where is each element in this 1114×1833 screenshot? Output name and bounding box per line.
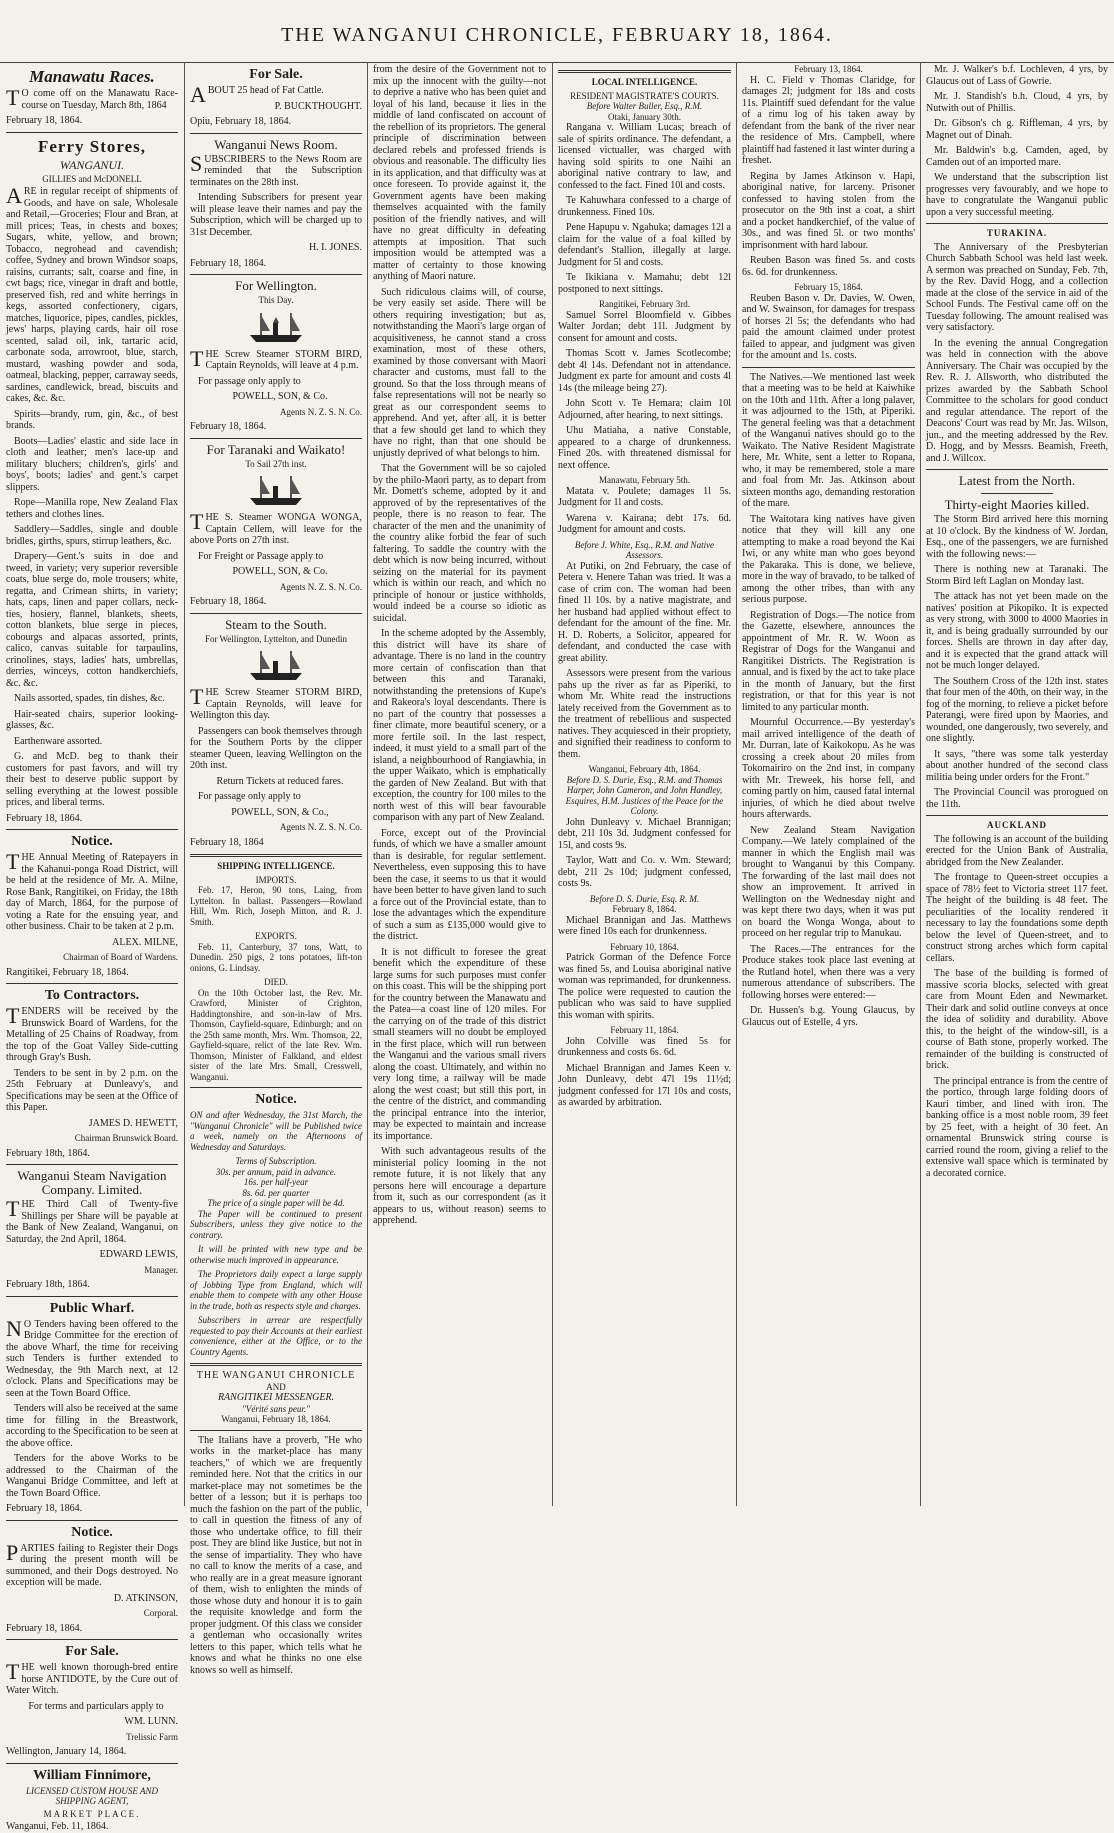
column-rule [552, 62, 553, 1506]
ad-body: TENDERS will be received by the Brunswick Board of Wardens, for the Metalling of 25 Chains of Roadway, from the top of the Goat Valley Side-cutting through Gray's Bush. [6, 1003, 178, 1063]
ad-body: For terms and particulars apply to [28, 1700, 164, 1712]
news-item: Registration of Dogs.—The notice from the Gazette, elsewhere, announces the appointment of Mr. R. W. Woon as Registrar of Dogs for the Wanganui and Rangitikei Districts. The Registration is annual, and is fixed by the act to take place in the month of January, but the first registration, or that for this year is not limited to any particular month. [742, 609, 915, 713]
editorial: It is not difficult to foresee the great benefit which the expenditure of these large sums for such purposes must confer on this coast. This will be the shipping port for the country between the Manawatu and the Patea—a coast line of 120 miles. For the carrying on of the trade of this district small steamers will no doubt be employed in the first place, which will run between the Wanganui and the various small rivers along the coast. Ultimately, and within no very long time, a railway will be made along the west coast; but still this port, in the centre of the district, and commanding the principal entrance into the interior, may be expected to maintain and increase its importance. [373, 946, 546, 1142]
ad-date: February 18, 1864. [190, 257, 267, 269]
column-rule [920, 62, 921, 1506]
court-case: Patrick Gorman of the Defence Force was fined 5s, and Louisa aboriginal native woman was reprimanded, for drunkenness. The police were requested to caution the publican who was said to have supplied this woman with spirits. [558, 952, 731, 1021]
ad-heading: For Sale. [249, 67, 303, 82]
ad-agents: Agents N. Z. S. N. Co. [279, 822, 362, 832]
column-rule [184, 62, 185, 1506]
race-entry: Mr. J. Walker's b.f. Lochleven, 4 yrs, by Glaucus out of Lass of Gowrie. [926, 64, 1108, 87]
ad-date: February 18, 1864. [6, 1622, 83, 1634]
court-date: Manawatu, February 5th. [599, 475, 690, 485]
ad-signature: ALEX. MILNE, [112, 936, 178, 948]
ad-body: Nails assorted, spades, tin dishes, &c. [14, 693, 165, 704]
divider [190, 1430, 362, 1431]
ad-body: THE S. Steamer WONGA WONGA, Captain Cellem, will leave for the above Ports on 27th inst. [190, 509, 362, 546]
court-case: Matata v. Poulete; damages 1l 5s. Judgment for 1l and costs. [558, 485, 731, 508]
court-before: Before D. S. Durie, Esq., R.M. and Thomas Harper, John Cameron, and John Handley, Esquires, H.M. Justices of the Peace for the Colony. [565, 774, 724, 816]
divider [6, 1763, 178, 1764]
ad-date: February 18, 1864. [190, 596, 267, 607]
ad-role: Corporal. [143, 1608, 178, 1618]
editorial: In the scheme adopted by the Assembly, this district will have its share of advantage. There is no land in the country more certain of confiscation than that between this and Taranaki, notwithstanding the pretensions of Kupe's and Rakeora's loyal descendants. There is no part of the country that possesses a finer climate, more beautiful scenery, or a more fertile soil. In the last respect, indeed, it must yield to a small part of the island, a neighbourhood of Rangiawhia, in the upper Waikato, which is emphatically the garden of New Zealand. But with that exception, the country for 100 miles to the north west of this will bear favourable comparison with any part of New Zealand. [373, 628, 546, 823]
ad-date: Rangitikei, February 18, 1864. [6, 966, 129, 978]
ad-date: Wanganui, Feb. 11, 1864. [6, 1821, 109, 1832]
divider [926, 469, 1108, 470]
ad-date: Opiu, February 18, 1864. [190, 116, 292, 127]
section-subheading: DIED. [264, 977, 288, 987]
divider [742, 367, 915, 368]
column-1 [6, 64, 178, 1832]
section-heading: SHIPPING INTELLIGENCE. [217, 861, 335, 871]
court-case: At Putiki, on 2nd February, the case of Petera v. Henere Tahan was tried. It was a case of crim con. The woman had been fined 1l 10s. by a native magistrate, and her husband had applied without effect to defendant for the amount of the fine. Mr. H. D. Roberts, a Solicitor, appeared for defendant, and conducted the case with great ability. [558, 560, 731, 664]
column-3 [373, 64, 546, 1506]
ad-agents: Agents N. Z. S. N. Co. [279, 406, 362, 417]
ad-subheading: WANGANUI. [59, 157, 125, 172]
ad-body: G. and McD. beg to thank their customers for past favors, and will try their best to deserve public support by selling everything at the lowest possible prices, and liberal terms. [6, 751, 178, 808]
court-case: Michael Brannigan and Jas. Matthews were fined 10s each for drunkenness. [558, 914, 731, 937]
news-item: We understand that the subscription list progresses very favourably, and we hope to have to congratulate the Wanganui public upon a very successful meeting. [926, 172, 1108, 218]
column-5 [742, 64, 915, 1506]
court-case: Te Kahuwhara confessed to a charge of drunkenness. Fined 10s. [558, 195, 731, 218]
news-item: The frontage to Queen-street occupies a space of 78½ feet to Victoria street 117 feet. The height of the building is 48 feet. The peculiarities of the locality rendered it necessary to lay the foundations some depth below the level of Queen-street, and to construct strong arches which form capital cellars. [926, 872, 1108, 964]
divider [981, 493, 1054, 494]
editorial: Force, except out of the Provincial funds, of which we have a smaller amount than is desirable, for regular settlement. Nevertheless, even supposing this to have been the case, it seems to us that it would have been better to have given land to such a force out of the Provincial estate, than to lose the advantages which the expenditure of such a sum as £135,000 would give to the district. [373, 827, 546, 942]
news-item: The Races.—The entrances for the Produce stakes took place last evening at the Rutland hotel, when there was a very numerous attendance of subscribers. The following horses were entered:— [742, 943, 915, 1001]
section-subheading: Thirty-eight Maories killed. [944, 497, 1090, 512]
paper-and: AND [266, 1381, 286, 1392]
race-entry: Mr. J. Standish's b.h. Cloud, 4 yrs, by Nutwith out of Phillis. [926, 91, 1108, 114]
court-case: Rangana v. William Lucas; breach of sale of spirits ordinance. The defendant, a licensed victualler, was charged with having sold spirits to one Naihi an aboriginal native contrary to law, and confessed to the fact. Fined 10l and costs. [558, 122, 731, 191]
court-case: Warena v. Kairana; debt 17s. 6d. Judgment for amount and costs. [558, 512, 731, 535]
shipping-entry: Feb. 11, Canterbury, 37 tons, Watt, to Dunedin. 250 pigs, 2 tons potatoes, lift-ton onions, G. Lindsay. [190, 941, 362, 973]
ad-body: THE Annual Meeting of Ratepayers in the Kahanui-ponga Road District, will be held at the residence of Mr. A. Milne, Rose Bank, Rangitikei, on Friday, the 18th day of March, 1864, for the purpose of voting a Rate for the ensuing year, and other business. Chair to be taken at 2 p.m. [6, 849, 178, 932]
court-case: Pene Hapupu v. Ngahuka; damages 12l a claim for the value of a foal killed by defendant's Stallion, illegally at large. Judgment for 5l and costs. [558, 222, 731, 268]
ad-body: Passengers can book themselves through for the Southern Ports by the clipper steamer Queen, leaving Wellington on the 20th inst. [190, 725, 362, 771]
ad-heading: For Sale. [65, 1644, 119, 1659]
ad-subheading: This Day. [258, 295, 294, 305]
divider [6, 1520, 178, 1521]
ad-signature: D. ATKINSON, [113, 1592, 178, 1604]
notice-term: 16s. per half-year [243, 1177, 309, 1187]
race-entry: Mr. Baldwin's b.g. Camden, aged, by Camden out of an imported mare. [926, 145, 1108, 168]
ad-agent: POWELL, SON, & Co. [232, 566, 328, 577]
ad-body: Rope—Manilla rope, New Zealand Flax tethers and clothes lines. [6, 497, 178, 520]
divider [190, 1363, 362, 1366]
ad-heading: For Wellington. [235, 278, 317, 293]
ad-body: Hair-seated chairs, superior looking-glasses, &c. [6, 708, 178, 731]
court-case: Taylor, Watt and Co. v. Wm. Steward; debt, 21l 2s 10d; judgment confessed, costs 9s. [558, 855, 731, 889]
ad-body: ARE in regular receipt of shipments of Goods, and have on sale, Wholesale and Retail,—Groceries; Flour and Bran, at mill prices; Teas, in chests and boxes; Sugars, white, yellow, and brown; Tobacco, negrohead and cavendish; coffee, Sydney and brown Windsor soaps, raisins, currants; salt, coarse and fine, in cwt bags; rice, vinegar in draft and bottle, preserved fish, red and white herrings in kegs, assorted confectionery, cigars, matches, liquorice, pipes, candles, pickles, jews' harps, playing cards, hair oil rose scented, salad oil, ink, tartaric acid, carbonate soda, arrowroot, blue, starch, mustard, washing powder and soda, oatmeal, blacking, pepper, carraway seeds, sardines, candlewick, bread, biscuits and cakes, &c. &c. [6, 183, 178, 404]
court-date: February 11, 1864. [610, 1025, 679, 1035]
ad-heading: For Taranaki and Waikato! [206, 441, 346, 457]
ad-heading: To Contractors. [44, 988, 140, 1003]
masthead [0, 0, 1114, 63]
divider [926, 815, 1108, 816]
news-item: Dr. Hussen's b.g. Young Glaucus, by Glaucus out of Estelle, 4 yrs. [742, 1005, 915, 1028]
column-2 [190, 64, 362, 1676]
ad-place: Trelissic Farm [126, 1731, 178, 1742]
ad-signature: EDWARD LEWIS, [99, 1249, 178, 1260]
news-item: The following is an account of the building erected for the Union Bank of Australia, abridged from the New Zealander. [926, 833, 1108, 868]
court-before: Before Walter Buller, Esq., R.M. [586, 101, 703, 111]
notice-subheading: Terms of Subscription. [235, 1156, 317, 1166]
shipping-entry: Feb. 17, Heron, 90 tons, Laing, from Lyttelton. In ballast. Passengers—Rowland Hill, Wm. Rich, Joseph Mitton, and R. J. Smith. [190, 885, 362, 927]
ad-agent: POWELL, SON, & Co. [232, 391, 328, 402]
divider [6, 829, 178, 830]
ad-date: Wellington, January 14, 1864. [6, 1746, 127, 1757]
race-entry: Dr. Gibson's ch g. Riffleman, 4 yrs, by Magnet out of Dinah. [926, 118, 1108, 141]
editorial: That the Government will be so cajoled by the philo-Maori party, as to depart from Mr. Domett's scheme, adopted by it and approved of by the representatives of the people, there is no reason to fear. The character of the men and the unanimity of the country alike forbid the fear of such faltering. To saddle the country with the debt which is now being incurred, without seizing on the material for its payment which is within our reach, and which no principle of honour or justice withholds, would indeed be a course so idiotic as suicidal. [373, 463, 546, 624]
column-rule [736, 62, 737, 1506]
court-case: H. C. Field v Thomas Claridge, for damages 2l; judgment for 18s and costs 11s. Plaintiff sued defendant for the value of a rimu log of his taken away by defendant from the bank of the river near the residence of Mrs. Campbell, where plaintiff had fastened it last winter during a freshet. [742, 74, 915, 166]
paper-motto: "Vérité sans peur." [242, 1403, 310, 1414]
news-item: New Zealand Steam Navigation Company.—We lately complained of the manner in which the English mail was brought to Wanganui by this Company. The forwarding of the last mail does not show an improvement. It arrived in Wellington on the Wednesday night and was kept there two days, when it was put on board the Wonga Wonga, about to proceed on her regular trip to Manukau. [742, 824, 915, 939]
steamship-icon [246, 647, 306, 683]
ad-signature: P. BUCKTHOUGHT. [274, 100, 362, 112]
divider [6, 1639, 178, 1640]
ad-agents: Agents N. Z. S. N. Co. [279, 581, 362, 592]
notice-body: The Paper will be continued to present Subscribers, unless they give notice to the contrary. [190, 1208, 362, 1240]
ad-subheading: To Sail 27th inst. [245, 458, 307, 469]
court-date: February 10, 1864. [610, 941, 679, 952]
court-before: Before D. S. Durie, Esq. R. M. [589, 893, 700, 904]
ad-body: Boots—Ladies' elastic and side lace in cloth and leather; men's lace-up and military bluchers; children's, girls' and boys', boots; ladies' and gent.'s carpet slippers. [6, 435, 178, 493]
divider [558, 70, 731, 73]
section-heading: AUCKLAND [986, 820, 1047, 830]
divider [190, 1087, 362, 1088]
divider [6, 1296, 178, 1297]
court-before: Before J. White, Esq., R.M. and Native Assessors. [574, 539, 715, 560]
column-rule [367, 62, 368, 1506]
court-case: Regina by James Atkinson v. Hapi, aboriginal native, for larceny. Prisoner confessed to having stolen from the prosecutor on the 9th inst a coat, a shirt and a pocket handkerchief, of the value of 30s., and was fined 5l. or two months' imprisonment with hard labour. [742, 170, 915, 251]
news-item: Mournful Occurrence.—By yesterday's mail arrived intelligence of the death of Mr. Durran, late of Kaikokopu. As he was crossing a creek about 20 miles from Tokomairiro on the 2nd inst, in company with Mr. Treweek, his horse fell, and coming partly on him, caused fatal internal injuries, of which he died about twelve hours afterwards. [742, 717, 915, 820]
ad-date: February 18, 1864. [6, 812, 83, 824]
ad-subheading: For Wellington, Lyttelton, and Dunedin [204, 633, 348, 644]
notice-body: It will be printed with new type and be otherwise much improved in appearance. [190, 1244, 362, 1265]
news-item: The Waitotara king natives have given notice that they will kill any one attempting to make a road beyond the Kai Iwi, or any white man who goes beyond the Pakaraka. This is done, we believe, more in the way of bravado, to be talked of among the other tribes, than with any serious purpose. [742, 513, 915, 605]
paper-subtitle: RANGITIKEI MESSENGER. [217, 1392, 335, 1403]
ad-body: Tenders to be sent in by 2 p.m. on the 25th February at Dunleavy's, and Specifications may be seen at the Office of this Paper. [6, 1067, 178, 1113]
divider [6, 132, 178, 133]
section-subheading: EXPORTS. [255, 931, 297, 941]
news-item: In the evening the annual Congregation was held in connection with the above Anniversary. The Chair was occupied by the Rev. R. J. Allsworth, who distributed the prizes awarded by the Sabbath School Committee to the scholars for good conduct and regular attendance. The report of the Deacons' Court was read by Mr. Jas. Wilson, jun., and the meeting addressed by the Rev. D. Hogg, and by Messrs. Beamish, Freeth, and J. Willcox. [926, 337, 1108, 464]
court-date: Wanganui, February 4th, 1864. [588, 764, 701, 774]
divider [926, 223, 1108, 224]
ad-subheading: LICENSED CUSTOM HOUSE AND SHIPPING AGENT, [26, 1785, 158, 1806]
steamship-icon [246, 472, 306, 508]
ad-signature: WM. LUNN. [124, 1716, 178, 1727]
news-item: The Provincial Council was prorogued on the 11th. [926, 787, 1108, 810]
ad-date: February 18th, 1864. [6, 1147, 90, 1159]
ad-role: Chairman of Board of Wardens. [63, 952, 178, 962]
divider [190, 274, 362, 275]
ad-body: Return Tickets at reduced fares. [216, 775, 344, 787]
obituary: On the 10th October last, the Rev. Mr. Crawford, Minister of Crighton, Haddingtonshire, and son-in-law of Mrs. Thomson, Cayfield-square, Edinburgh; and on the 25th same month, Mrs. Wm. Thomson, 22, Gayfield-square, relict of the late Rev. Wm. Thomson, Minister of Falkland, and eldest sister of the late Mrs. Small, Cresswell, Wanganui. [190, 987, 362, 1082]
ad-heading: Wanganui News Room. [214, 136, 338, 152]
news-item: The Storm Bird arrived here this morning at 10 o'clock. By the kindness of W. Jordan, Esq., one of the passengers, we are furnished with the following news:— [926, 514, 1108, 560]
section-subheading: RESIDENT MAGISTRATE'S COURTS. [570, 90, 719, 101]
court-case: Samuel Sorrel Bloomfield v. Gibbes Walter Jordan; debt 11l. Judgment by consent for amount and costs. [558, 309, 731, 344]
masthead-title: THE WANGANUI CHRONICLE, FEBRUARY 18, 1864. [281, 24, 833, 46]
section-heading: Latest from the North. [958, 473, 1076, 488]
court-case: John Colville was fined 5s for drunkenness and costs 6s. 6d. [558, 1035, 731, 1058]
notice-term: The price of a single paper will be 4d. [207, 1198, 345, 1208]
ad-heading: Ferry Stores, [37, 136, 147, 156]
news-item: The Southern Cross of the 12th inst. states that four men of the 40th, on their way, in the fog of the morning, to relieve a picket before Paterangi, were fired upon by Maories, and wounded, one dangerously, two severely, and one slightly. [926, 675, 1108, 744]
court-case: Reuben Bason was fined 5s. and costs 6s. 6d. for drunkenness. [742, 255, 915, 278]
paper-date: Wanganui, February 18, 1864. [221, 1414, 331, 1424]
ad-signature: JAMES D. HEWETT, [88, 1117, 178, 1129]
ad-role: Chairman Brunswick Board. [74, 1133, 178, 1143]
ad-body: THE Third Call of Twenty-five Shillings per Share will be payable at the Bank of New Zealand, Wanganui, on Saturday, the 2nd April, 1864. [6, 1196, 178, 1245]
divider [190, 438, 362, 439]
section-subheading: IMPORTS. [255, 874, 297, 885]
section-heading: TURAKINA. [986, 228, 1048, 238]
ad-heading: Wanganui Steam Navigation Company. Limited. [17, 1168, 167, 1197]
news-item: It says, "there was some talk yesterday about another hundred of the second class militia being under orders for the Front." [926, 748, 1108, 783]
ad-body: For Freight or Passage apply to [198, 550, 324, 562]
court-date: February 15, 1864. [794, 282, 863, 292]
ad-heading: Public Wharf. [49, 1300, 135, 1316]
divider [190, 133, 362, 134]
ad-body: Intending Subscribers for present year will please leave their names and pay the Subscription, which will be charged up to 31st December. [190, 192, 362, 238]
ad-body: For passage only apply to [198, 791, 301, 802]
court-case: Michael Brannigan and James Keen v. John Dunleavy, debt 47l 19s 11½d; judgment confessed for 17l 10s and costs, as awarded by arbitration. [558, 1062, 731, 1108]
section-heading: LOCAL INTELLIGENCE. [591, 77, 698, 87]
news-item: The Anniversary of the Presbyterian Church Sabbath School was held last week. A sermon was preached on Sunday, Feb. 7th, by the Rev. David Hogg, and a collection made at the close of the service in aid of the School Funds. The Festival came off on the Tuesday following. The amount realised was very satisfactory. [926, 241, 1108, 333]
ad-heading: Notice. [71, 1524, 113, 1540]
ad-signature: H. I. JONES. [308, 242, 362, 253]
court-date: Rangitikei, February 3rd. [599, 299, 690, 309]
court-case: Reuben Bason v. Dr. Davies, W. Owen, and W. Swainson, for damages for trespass of horses 2l 5s; the defendants who had paid the amount claimed under protest failed to appear, and judgment was given for the amount and 1s. costs. [742, 292, 915, 361]
news-item: The attack has not yet been made on the natives' position at Pikopiko. It is expected as very strong, with 3000 to 4000 Maories in it, and is being gradually surrounded by our forces. Shells are thrown in day after day, and it is expected that the grand attack will not be much longer delayed. [926, 591, 1108, 671]
divider [6, 1164, 178, 1165]
ad-body: ABOUT 25 head of Fat Cattle. [190, 82, 324, 107]
news-item: There is nothing new at Taranaki. The Storm Bird left Laglan on Monday last. [926, 564, 1108, 587]
notice-body: The Proprietors daily expect a large supply of Jobbing Type from England, which will enable them to compete with any other House in the trade, both as respects style and charges. [190, 1269, 362, 1311]
ad-date: February 18th, 1864. [6, 1279, 90, 1290]
ad-date: February 18, 1864. [6, 115, 83, 126]
ad-heading: William Finnimore, [33, 1767, 151, 1783]
editorial: The Italians have a proverb, "He who works in the market-place has many teachers," of which we are frequently reminded here. Not that the critics in our market-place may not sometimes be the better of a lesson; but it is perhaps too much the fashion on the part of the public, to call in question the fitness of any of those who undertake office, to fill their post. They are blind like Justice, but not in the sense of impartiality. They who have no call to know the merits of a case, and who really are in a great measure ignorant of them, wish to enlighten the minds of those whose duty and honour it is to gain the requisite knowledge and form the proper judgment. Of this class we consider a gentleman who occasionally writes letters to this paper, which tells what he knows and what he thinks no one else knows so well as himself. [190, 1434, 362, 1676]
court-case: John Scott v. Te Hemara; claim 10l Adjourned, after hearing, to next sittings. [558, 398, 731, 421]
steamship-icon [246, 309, 306, 345]
court-case: Te Ikikiana v. Mamahu; debt 12l postponed to next sittings. [558, 272, 731, 295]
column-6 [926, 64, 1108, 1506]
news-item: The base of the building is formed of massive scoria blocks, selected with great care from Mount Eden and Newmarket. Their dark and solid outline conveys at once the idea of solidity and durability. Above this, to the height of the window-sill, is a course of Bath stone, properly worked. The remainder of the building is constructed of brick. [926, 968, 1108, 1071]
court-case: Uhu Matiaha, a native Constable, appeared to a charge of drunkenness. Fined 20s. with threatened dismissal for next offence. [558, 425, 731, 471]
ad-body: Earthenware assorted. [14, 735, 103, 747]
ad-date: February 18, 1864. [190, 421, 267, 432]
court-date: February 8, 1864. [612, 904, 677, 914]
divider [190, 854, 362, 857]
ad-body: Tenders for the above Works to be addressed to the Chairman of the Wanganui Bridge Committee, and left at the Town Board Office. [6, 1453, 178, 1499]
notice-body: ON and after Wednesday, the 31st March, the "Wanganui Chronicle" will be Published twice a week, namely on the Afternoons of Wednesday and Saturdays. [190, 1110, 362, 1152]
ad-body: TO come off on the Manawatu Race-course on Tuesday, March 8th, 1864 [6, 85, 178, 111]
ad-body: Tenders will also be received at the same time for filling in the Breastwork, according to the Specification to be seen at the above office. [6, 1403, 178, 1449]
ad-role: Manager. [144, 1264, 178, 1275]
ad-body: THE Screw Steamer STORM BIRD, Captain Reynolds, will leave for Wellington this day. [190, 684, 362, 721]
ad-heading: Notice. [71, 834, 113, 849]
ad-heading: Steam to the South. [225, 616, 327, 632]
court-date: Otaki, January 30th. [608, 111, 681, 122]
ad-body: Drapery—Gent.'s suits in doe and tweed, in variety; very superior reversible coats, blue serge do, mole trousers; white, regatta, and Crimean shirts, in variety; hats, caps, linen and paper collars, neck-ties, hosiery, flannel, blankets, sheets, cotton blankets, blue serge in pieces, cobourgs and alpacas assorted, prints, calico, canvas suitable for tarpaulins, crinolines, stays, ladies' hats, umbrellas, derries, winceys, cotton handkerchiefs, &c. &c. [6, 551, 178, 689]
ad-body: THE Screw Steamer STORM BIRD, Captain Reynolds, will leave at 4 p.m. [190, 345, 362, 371]
ad-body: Spirits—brandy, rum, gin, &c., of best brands. [6, 408, 178, 431]
notice-term: 30s. per annum, paid in advance. [216, 1166, 336, 1177]
column-4 [558, 64, 731, 1506]
ad-firm: GILLIES and McDONELL [42, 173, 142, 184]
ad-agent: POWELL, SON, & Co., [231, 806, 329, 818]
ad-body: Saddlery—Saddles, single and double bridles, girths, spurs, stirrup leathers, &c. [6, 524, 178, 547]
editorial: from the desire of the Government not to mix up the innocent with the guilty—not to deprive a native who has been quiet and loyal of his land, because it lies in the middle of land confiscated on account of the rebellion of its proprietors. The general principle of discrimination between declared rebels and professed friends is obvious and reasonable. The difficulty lies in its application, and that difficulty was at once foreseen. To provide against it, the Government agents have been making themselves acquainted with the family position of the friendly natives, and will have no great difficulty in defeating attempts at imposition. That such imposition would be attempted was a matter of certainty to those knowing anything of Maori nature. [373, 64, 546, 282]
court-case: Thomas Scott v. James Scotlecombe; debt 4l 14s. Defendant not in attendance. Judgment ex parte for amount and costs 4l 14s (the mileage being 27). [558, 348, 731, 394]
divider [6, 983, 178, 984]
ad-body: THE well known thorough-bred entire horse ANTIDOTE, by the Cure out of Water Witch. [6, 1659, 178, 1696]
court-case: John Dunleavy v. Michael Brannigan; debt, 21l 10s 3d. Judgment confessed for 15l, and costs 9s. [558, 816, 731, 851]
notice-body: Subscribers in arrear are respectfully requested to pay their Accounts at their earliest convenience, either at the Office, or to the Country Agents. [190, 1315, 362, 1357]
ad-body: PARTIES failing to Register their Dogs during the present month will be summoned, and their Dogs destroyed. No exception will be made. [6, 1539, 178, 1588]
ad-body: For passage only apply to [198, 375, 301, 387]
notice-term: 8s. 6d. per quarter [242, 1187, 310, 1198]
ad-body: NO Tenders having been offered to the Bridge Committee for the erection of the above Wharf, the time for receiving such Tenders is further extended to Wednesday, the 9th March next, at 12 o'clock. Plans and Specifications may be seen at the Town Board Office. [6, 1315, 178, 1399]
court-date: February 13, 1864. [794, 64, 863, 74]
ad-date: February 18, 1864. [6, 1503, 83, 1514]
ad-place: MARKET PLACE. [43, 1808, 141, 1819]
ad-date: February 18, 1864 [190, 836, 264, 848]
news-item: The principal entrance is from the centre of the portico, through large folding doors of Kauri timber, and lined with iron. The banking office is a most noble room, 39 feet by 25 feet, with a height of 30 feet. An ornamental Brunswick string course is carried round the room, giving a relief to the extensive wall space which is terminated by a decorated cornice. [926, 1075, 1108, 1179]
editorial: Such ridiculous claims will, of course, be very easily set aside. There will be others requiring investigation; but as, notwithstanding the Maori's large organ of acquisitiveness, he cannot stand a cross examination, most of these others, examined by those conversant with Maori character and customs, must fall to the ground. So that the loss through means of false representations will not be nearly so great as our correspondent seems to apprehend. And yet, after all, it is better that a few should get land to which they have no right, than that one should be unjustly deprived of what belongs to him. [373, 286, 546, 459]
editorial: With such advantageous results of the ministerial policy looming in the not remote future, it is not likely that any persons here will encourage a departure from it, such as our correspondent (as it appears to us, without reason) seems to apprehend. [373, 1146, 546, 1226]
ad-body: SUBSCRIBERS to the News Room are reminded that the Subscription terminates on the 28th inst. [190, 150, 362, 188]
ad-heading: Manawatu Races. [29, 67, 155, 86]
paper-title: THE WANGANUI CHRONICLE [196, 1370, 356, 1381]
news-item: The Natives.—We mentioned last week that a meeting was to be held at Kaiwhike on the 10th and 11th. After a long palaver, it was adjourned to the 15th, at Piperiki. The general feeling was that a detachment of the Wanganui natives should go to the Waikato. The Native Resident Magistrate here, Mr. White, sent a letter to Ropana, who, it may be remembered, stole a mare and foal from Mr. Jas. Atkinson about sixteen months ago, demanding restoration of the mare. [742, 371, 915, 509]
court-case: Assessors were present from the various pahs up the river as far as Piperiki, to whom Mr. White read the instructions lately received from the Government as to the treatment of rebellious and suspected natives. They acquiesced in their propriety, and signified their readiness to conform to them. [558, 668, 731, 760]
ad-heading: Notice. [255, 1092, 297, 1107]
divider [190, 613, 362, 614]
